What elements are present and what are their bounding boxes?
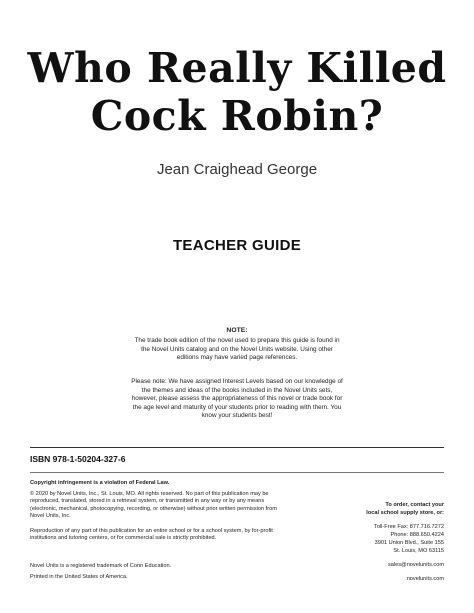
divider-line (30, 447, 444, 448)
book-author: Jean Craighead George (156, 161, 318, 178)
order-email: sales@novelunits.com (387, 562, 444, 568)
trademark-notice: Novel Units is a registered trademark of Conn Education. (30, 563, 172, 569)
copyright-notice: © 2020 by Novel Units, Inc., St. Louis, MO. All rights reserved. No part of this publication may be reproduced, translated, stored in a retrieval system, or transmitted in any way or by any means (electronic, mechanical, photocopying, recording, or otherwise) without prior written permission from Novel Units, Inc. (30, 491, 277, 520)
order-fax: Toll-Free Fax: 877.716.7272 (374, 524, 444, 530)
order-website: novelunits.com (406, 576, 444, 582)
note-heading: NOTE: (226, 327, 248, 334)
teacher-guide-label: TEACHER GUIDE (172, 237, 302, 254)
book-title-line-1: Who Really Killed (27, 44, 447, 92)
divider-line-thin (30, 472, 444, 473)
order-info-line-1: To order, contact your (385, 502, 444, 508)
order-phone: Phone: 888.650.4224 (390, 532, 444, 538)
book-title-line-2: Cock Robin? (90, 92, 384, 140)
order-info-line-2: local school supply store, or: (366, 510, 444, 516)
reproduction-notice: Reproduction of any part of this publication for an entire school or for a school system, by for-profit institutions and tutoring centers, or for commercial sale is strictly prohibited. (30, 528, 273, 542)
isbn-number: ISBN 978-1-50204-327-6 (30, 454, 126, 464)
note-paragraph-editions: The trade book edition of the novel used to prepare this guide is found in the Novel Units catalog and on the Novel Units website. Using other editions may have varied page references. (134, 337, 340, 362)
order-address-street: 3901 Union Blvd., Suite 155 (374, 540, 444, 546)
note-paragraph-interest-levels: Please note: We have assigned Interest Levels based on our knowledge of the themes and ideas of the books included in the Novel Units sets, however, please assess the appropriateness of this novel or trade book for the age level and maturity of your students prior to reading with them. You know your students best! (131, 378, 343, 420)
copyright-warning: Copyright infringement is a violation of Federal Law. (30, 480, 170, 486)
order-address-city: St. Louis, MO 63115 (393, 548, 444, 554)
printed-in-notice: Printed in the United States of America. (30, 574, 128, 580)
